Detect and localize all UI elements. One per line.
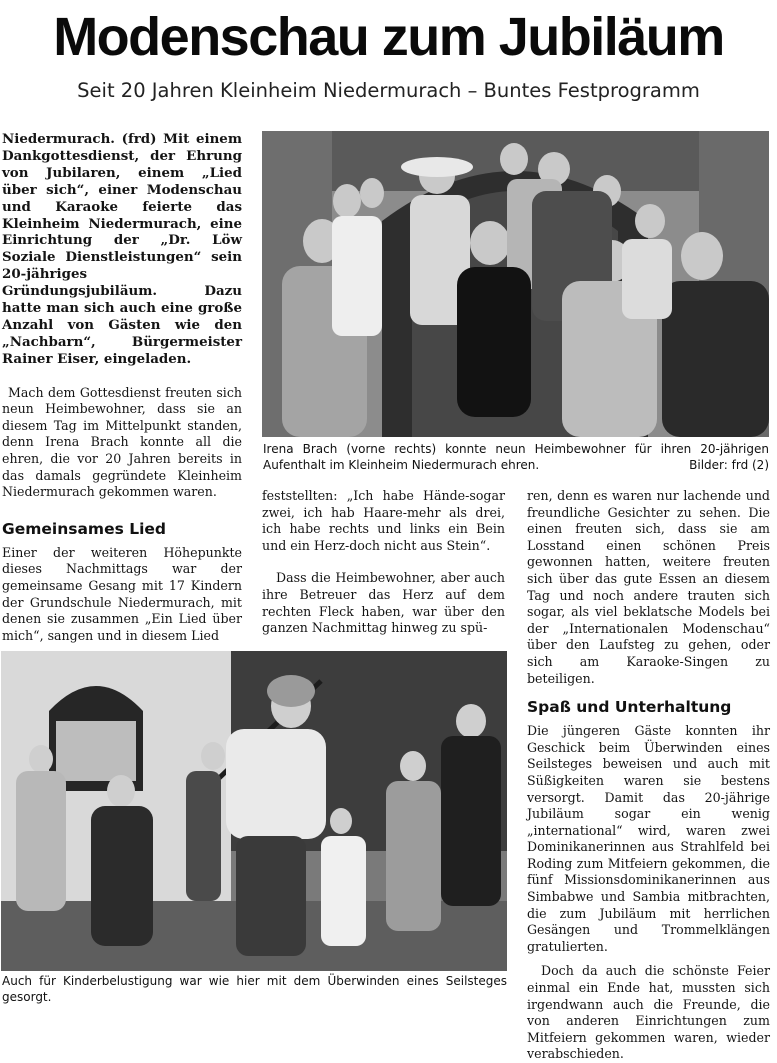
subheadline: Seit 20 Jahren Kleinheim Niedermurach – Buntes Festprogramm (77, 79, 700, 102)
paragraph: ren, denn es waren nur lachende und freundliche Gesichter zu sehen. Die einen freuten sich, dass sie am Losstand einen schönen Preis gewonnen hatten, weitere freuten sich über das gute Essen an diesem Tag und noch andere trauten sich sogar, als viel beklatsche Models bei der „Internationalen Modenschau“ über den Laufsteg zu gehen, oder sich am Karaoke-Singen zu beteiligen. (527, 488, 770, 686)
section-title-spass-und-unterhaltung: Spaß und Unterhaltung (527, 698, 732, 717)
paragraph: feststellten: „Ich habe Hände-sogar zwei, ich hab Haare-mehr als drei, ich habe rechts und links ein Bein und ein Herz-doch nicht aus Stein“. (262, 488, 505, 553)
photo-caption-bottom: Auch für Kinderbelustigung war wie hier mit dem Überwinden eines Seilsteges gesorgt. (2, 974, 507, 1004)
caption-text: Irena Brach (vorne rechts) konnte neun Heimbewohner für ihren 20-jährigen Aufenthalt im Kleinheim Niedermurach ehren. (263, 442, 769, 472)
lead-paragraph: Niedermurach. (frd) Mit einem Dankgottesdienst, der Ehrung von Jubilaren, einem „Lied über sich“, einer Modenschau und Karaoke feierte das Kleinheim Niedermurach, eine Einrichtung der „Dr. Löw Soziale Dienstleistungen“ sein 20-jähriges Gründungsjubiläum. Dazu hatte man sich auch eine große Anzahl von Gästen wie den „Nachbarn“, Bürgermeister Rainer Eiser, eingeladen. (2, 131, 242, 367)
section-title-gemeinsames-lied: Gemeinsames Lied (2, 519, 167, 538)
children-photo (1, 651, 507, 971)
photo-credit: Bilder: frd (2) (681, 458, 769, 474)
headline: Modenschau zum Jubiläum (53, 7, 724, 67)
article-column-3 (527, 488, 770, 1063)
photo-caption-top (263, 442, 769, 473)
paragraph: Die jüngeren Gäste konnten ihr Geschick beim Überwinden eines Seilsteges beweisen und auch mit Süßigkeiten waren sie bestens versorgt. Damit das 20-jährige Jubiläum sogar ein wenig „international“ wird, waren zwei Dominikanerinnen aus Strahlfeld bei Roding zum Mitfeiern gekommen, die fünf Missionsdominikanerinnen aus Simbabwe und Sambia mitbrachten, die zum Jubiläum mit herrlichen Gesängen und Trommelklängen gratulierten. (527, 723, 770, 954)
group-photo (262, 131, 769, 437)
paragraph: Doch da auch die schönste Feier einmal ein Ende hat, mussten sich irgendwann auch die Freunde, die von anderen Einrichtungen zum Mitfeiern gekommen waren, wieder verabschieden. (527, 963, 770, 1062)
paragraph: Dass die Heimbewohner, aber auch ihre Betreuer das Herz auf dem rechten Fleck haben, war über den ganzen Nachmittag hinweg zu spü- (262, 570, 505, 636)
paragraph: Mach dem Gottesdienst freuten sich neun Heimbewohner, dass sie an diesem Tag im Mittelpunkt standen, denn Irena Brach konnte all die ehren, die vor 20 Jahren bereits in das damals gegründete Kleinheim Niedermurach gekommen waren. (2, 384, 242, 500)
article-column-2 (262, 488, 505, 637)
paragraph: Einer der weiteren Höhepunkte dieses Nachmittags war der gemeinsame Gesang mit 17 Kindern der Grundschule Niedermurach, mit denen sie zusammen „Ein Lied über mich“, sangen und in diesem Lied (2, 544, 242, 643)
article-column-1 (2, 131, 242, 644)
